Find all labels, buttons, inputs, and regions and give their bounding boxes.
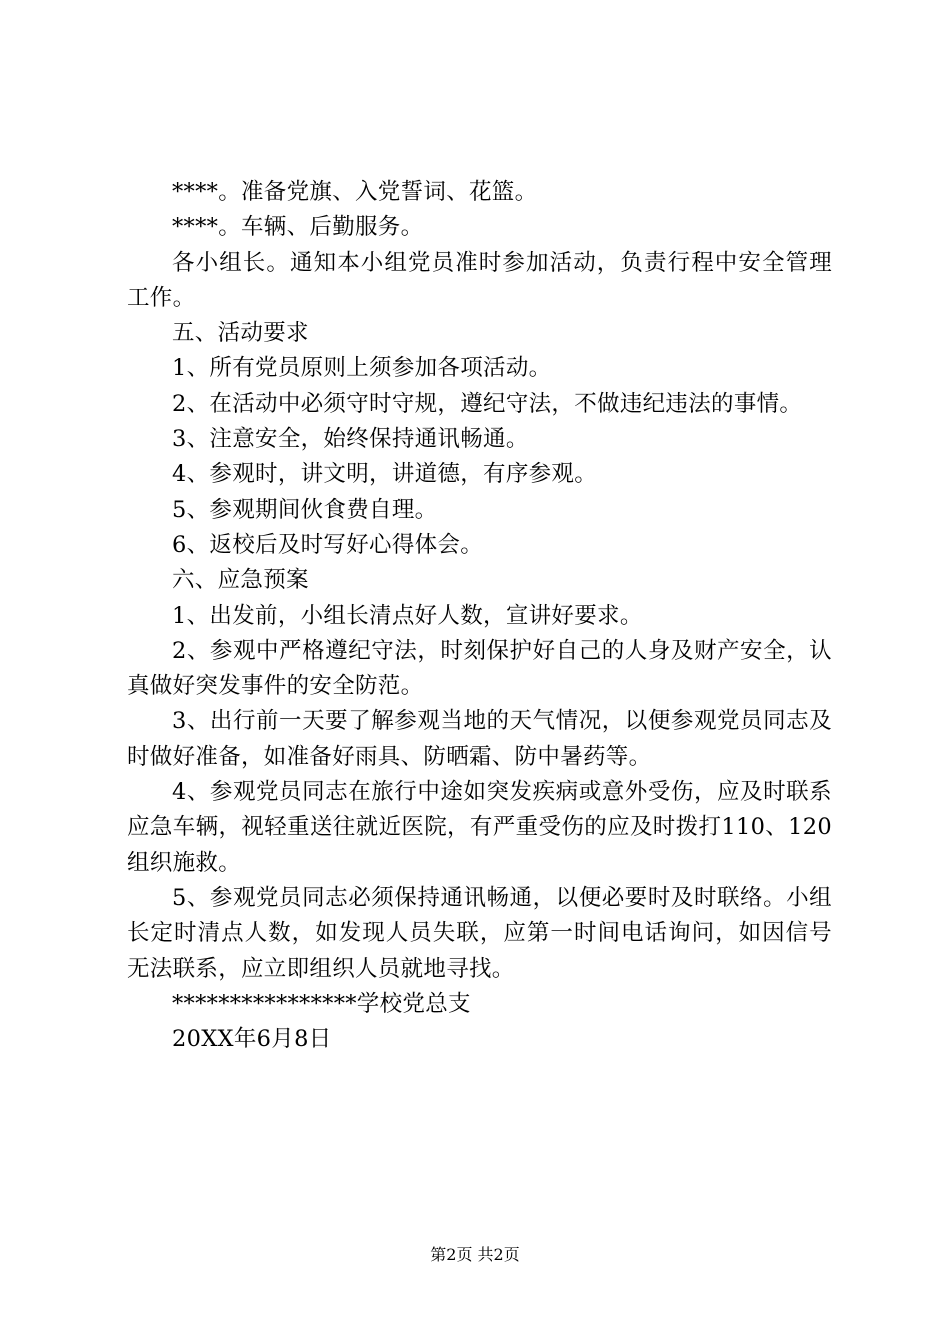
requirement-item-2: 2、在活动中必须守时守规，遵纪守法，不做违纪违法的事情。 bbox=[172, 390, 803, 417]
emergency-item-1: 1、出发前，小组长清点好人数，宣讲好要求。 bbox=[172, 602, 643, 629]
heading-activity-requirements: 五、活动要求 bbox=[172, 320, 309, 347]
page-footer bbox=[0, 1245, 950, 1265]
emergency-item-2: 2、参观中严格遵纪守法，时刻保护好自己的人身及财产安全，认真做好突发事件的安全防范。 bbox=[127, 637, 832, 700]
emergency-item-4: 4、参观党员同志在旅行中途如突发疾病或意外受伤，应及时联系应急车辆，视轻重送往就近医院，有严重受伤的应及时拨打110、120组织施救。 bbox=[127, 779, 832, 876]
paragraph-vehicles: ****。车辆、后勤服务。 bbox=[172, 214, 424, 241]
signature-organization: ****************学校党总支 bbox=[172, 990, 471, 1017]
requirement-item-5: 5、参观期间伙食费自理。 bbox=[172, 496, 438, 523]
heading-emergency-plan: 六、应急预案 bbox=[172, 567, 309, 594]
signature-date: 20XX年6月8日 bbox=[172, 1026, 332, 1053]
page-number-label: 第2页 共2页 bbox=[430, 1245, 520, 1264]
paragraph-prep-flags: ****。准备党旗、入党誓词、花篮。 bbox=[172, 179, 538, 205]
document-body bbox=[127, 175, 832, 1057]
requirement-item-4: 4、参观时，讲文明，讲道德，有序参观。 bbox=[172, 461, 598, 488]
requirement-item-3: 3、注意安全，始终保持通讯畅通。 bbox=[172, 426, 529, 453]
requirement-item-1: 1、所有党员原则上须参加各项活动。 bbox=[172, 355, 552, 382]
paragraph-group-leaders: 各小组长。通知本小组党员准时参加活动，负责行程中安全管理工作。 bbox=[127, 249, 832, 311]
requirement-item-6: 6、返校后及时写好心得体会。 bbox=[172, 531, 484, 558]
emergency-item-3: 3、出行前一天要了解参观当地的天气情况，以便参观党员同志及时做好准备，如准备好雨具、防晒霜、防中暑药等。 bbox=[127, 708, 832, 770]
emergency-item-5: 5、参观党员同志必须保持通讯畅通，以便必要时及时联络。小组长定时清点人数，如发现人员失联，应第一时间电话询问，如因信号无法联系，应立即组织人员就地寻找。 bbox=[127, 884, 832, 982]
